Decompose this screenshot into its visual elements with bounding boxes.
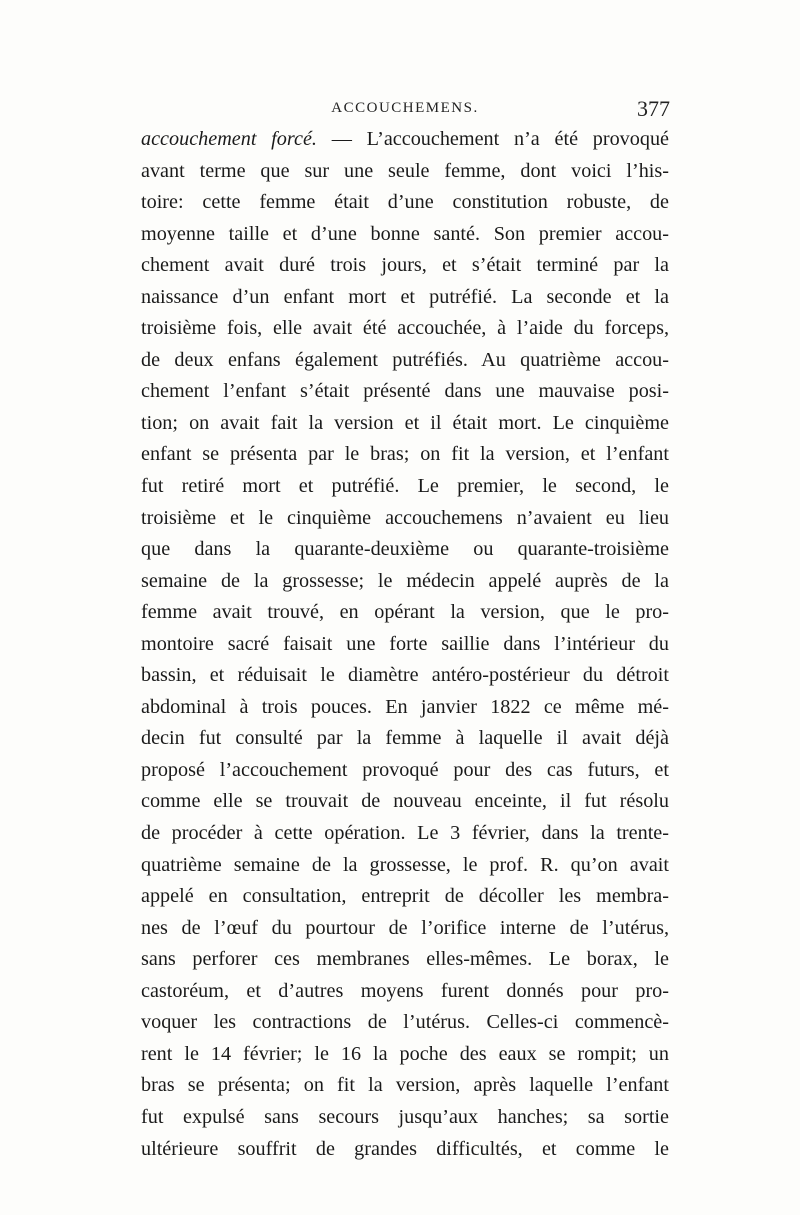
text-line-1-rest: — L’accouchement n’a été provoqué xyxy=(316,128,669,150)
text-line: tion; on avait fait la version et il était mort. Le cinquième xyxy=(141,411,669,434)
text-line: chement avait duré trois jours, et s’était terminé par la xyxy=(141,254,669,277)
text-line: nes de l’œuf du pourtour de l’orifice interne de l’utérus, xyxy=(141,916,669,939)
page-number: 377 xyxy=(637,96,670,121)
text-line: femme avait trouvé, en opérant la version, que le pro- xyxy=(141,601,669,624)
text-line: troisième et le cinquième accouchemens n’avaient eu lieu xyxy=(141,506,669,529)
text-line: avant terme que sur une seule femme, dont voici l’his- xyxy=(141,159,669,182)
text-line: voquer les contractions de l’utérus. Celles-ci commencè- xyxy=(141,1011,669,1034)
text-line: montoire sacré faisait une forte saillie dans l’intérieur du xyxy=(141,632,669,655)
text-line: fut retiré mort et putréfié. Le premier, le second, le xyxy=(141,475,669,498)
text-line: naissance d’un enfant mort et putréfié. La seconde et la xyxy=(141,285,669,308)
text-line: chement l’enfant s’était présenté dans une mauvaise posi- xyxy=(141,380,669,403)
text-line: fut expulsé sans secours jusqu’aux hanches; sa sortie xyxy=(141,1105,669,1128)
text-line: de deux enfans également putréfiés. Au quatrième accou- xyxy=(141,348,669,371)
italic-phrase: accouchement forcé. xyxy=(141,128,317,150)
text-line: quatrième semaine de la grossesse, le prof. R. qu’on avait xyxy=(141,853,669,876)
text-line: semaine de la grossesse; le médecin appelé auprès de la xyxy=(141,569,669,592)
text-line: proposé l’accouchement provoqué pour des cas futurs, et xyxy=(141,758,669,781)
text-line: de procéder à cette opération. Le 3 février, dans la trente- xyxy=(141,822,669,845)
text-line: abdominal à trois pouces. En janvier 1822 ce même mé- xyxy=(141,695,669,718)
text-line: que dans la quarante-deuxième ou quarante-troisième xyxy=(141,538,669,561)
running-head xyxy=(140,96,670,122)
body-text xyxy=(141,124,669,1165)
text-line: enfant se présenta par le bras; on fit la version, et l’enfant xyxy=(141,443,669,466)
text-line: troisième fois, elle avait été accouchée, à l’aide du forceps, xyxy=(141,317,669,340)
text-line: appelé en consultation, entreprit de décoller les membra- xyxy=(141,885,669,908)
text-line: castoréum, et d’autres moyens furent donnés pour pro- xyxy=(141,979,669,1002)
running-title: ACCOUCHEMENS. xyxy=(331,100,479,116)
text-line: decin fut consulté par la femme à laquelle il avait déjà xyxy=(141,727,669,750)
text-line: moyenne taille et d’une bonne santé. Son premier accou- xyxy=(141,222,669,245)
text-line-1 xyxy=(141,124,669,156)
text-line-last: ultérieure souffrit de grandes difficultés, et comme le xyxy=(141,1137,669,1160)
text-line: rent le 14 février; le 16 la poche des eaux se rompit; un xyxy=(141,1042,669,1065)
text-line: bras se présenta; on fit la version, après laquelle l’enfant xyxy=(141,1074,669,1097)
text-line: comme elle se trouvait de nouveau enceinte, il fut résolu xyxy=(141,790,669,813)
text-line: toire: cette femme était d’une constitution robuste, de xyxy=(141,191,669,214)
text-line: bassin, et réduisait le diamètre antéro-postérieur du détroit xyxy=(141,664,669,687)
text-line: sans perforer ces membranes elles-mêmes. Le borax, le xyxy=(141,948,669,971)
